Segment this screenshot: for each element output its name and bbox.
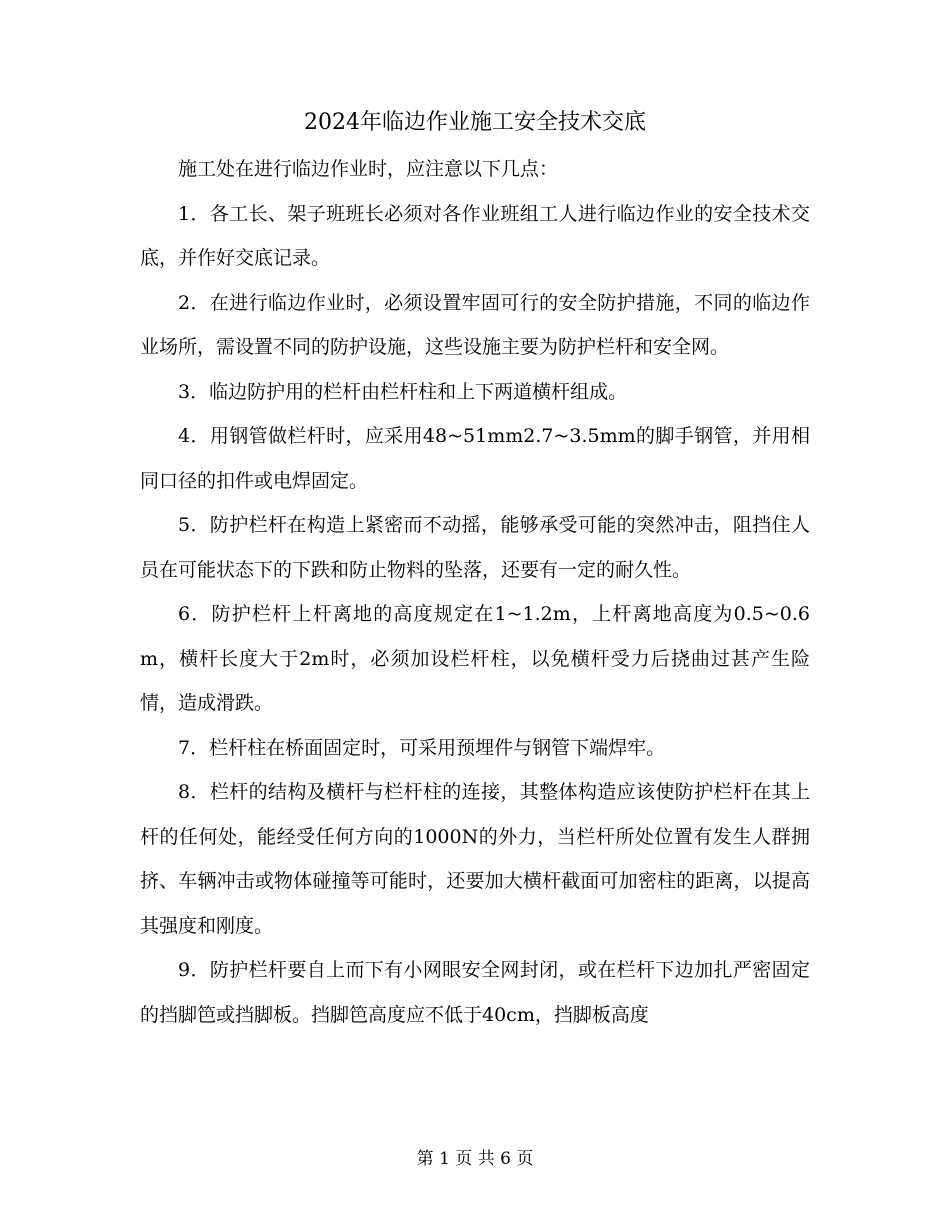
paragraph-item-4: 4．用钢管做栏杆时，应采用48~51mm2.7~3.5mm的脚手钢管，并用相同口径的扣件或电焊固定。: [140, 425, 810, 492]
intro-paragraph: 施工处在进行临边作业时，应注意以下几点：: [178, 158, 559, 180]
paragraph-item-3: 3．临边防护用的栏杆由栏杆柱和上下两道横杆组成。: [178, 380, 628, 403]
document-title: 2024年临边作业施工安全技术交底: [304, 110, 646, 135]
paragraph-item-5: 5．防护栏杆在构造上紧密而不动摇，能够承受可能的突然冲击，阻挡住人员在可能状态下的下跌和防止物料的坠落，还要有一定的耐久性。: [140, 514, 810, 581]
paragraph-item-8: 8．栏杆的结构及横杆与栏杆柱的连接，其整体构造应该使防护栏杆在其上杆的任何处，能经受任何方向的1000N的外力，当栏杆所处位置有发生人群拥挤、车辆冲击或物体碰撞等可能时，还要加大横杆截面可加密柱的距离，以提高其强度和刚度。: [140, 781, 810, 937]
paragraph-item-7: 7．栏杆柱在桥面固定时，可采用预埋件与钢管下端焊牢。: [178, 736, 666, 759]
document-body: [140, 147, 810, 1037]
paragraph-item-1: 1．各工长、架子班班长必须对各作业班组工人进行临边作业的安全技术交底，并作好交底记录。: [140, 202, 810, 269]
paragraph-item-6: 6．防护栏杆上杆离地的高度规定在1~1.2m，上杆离地高度为0.5~0.6m，横杆长度大于2m时，必须加设栏杆柱，以免横杆受力后挠曲过甚产生险情，造成滑跌。: [140, 603, 810, 714]
page-footer: 第 1 页 共 6 页: [416, 1149, 534, 1169]
paragraph-item-2: 2．在进行临边作业时，必须设置牢固可行的安全防护措施，不同的临边作业场所，需设置不同的防护设施，这些设施主要为防护栏杆和安全网。: [140, 291, 810, 358]
paragraph-item-9: 9．防护栏杆要自上而下有小网眼安全网封闭，或在栏杆下边加扎严密固定的挡脚笆或挡脚板。挡脚笆高度应不低于40cm，挡脚板高度: [140, 959, 810, 1026]
